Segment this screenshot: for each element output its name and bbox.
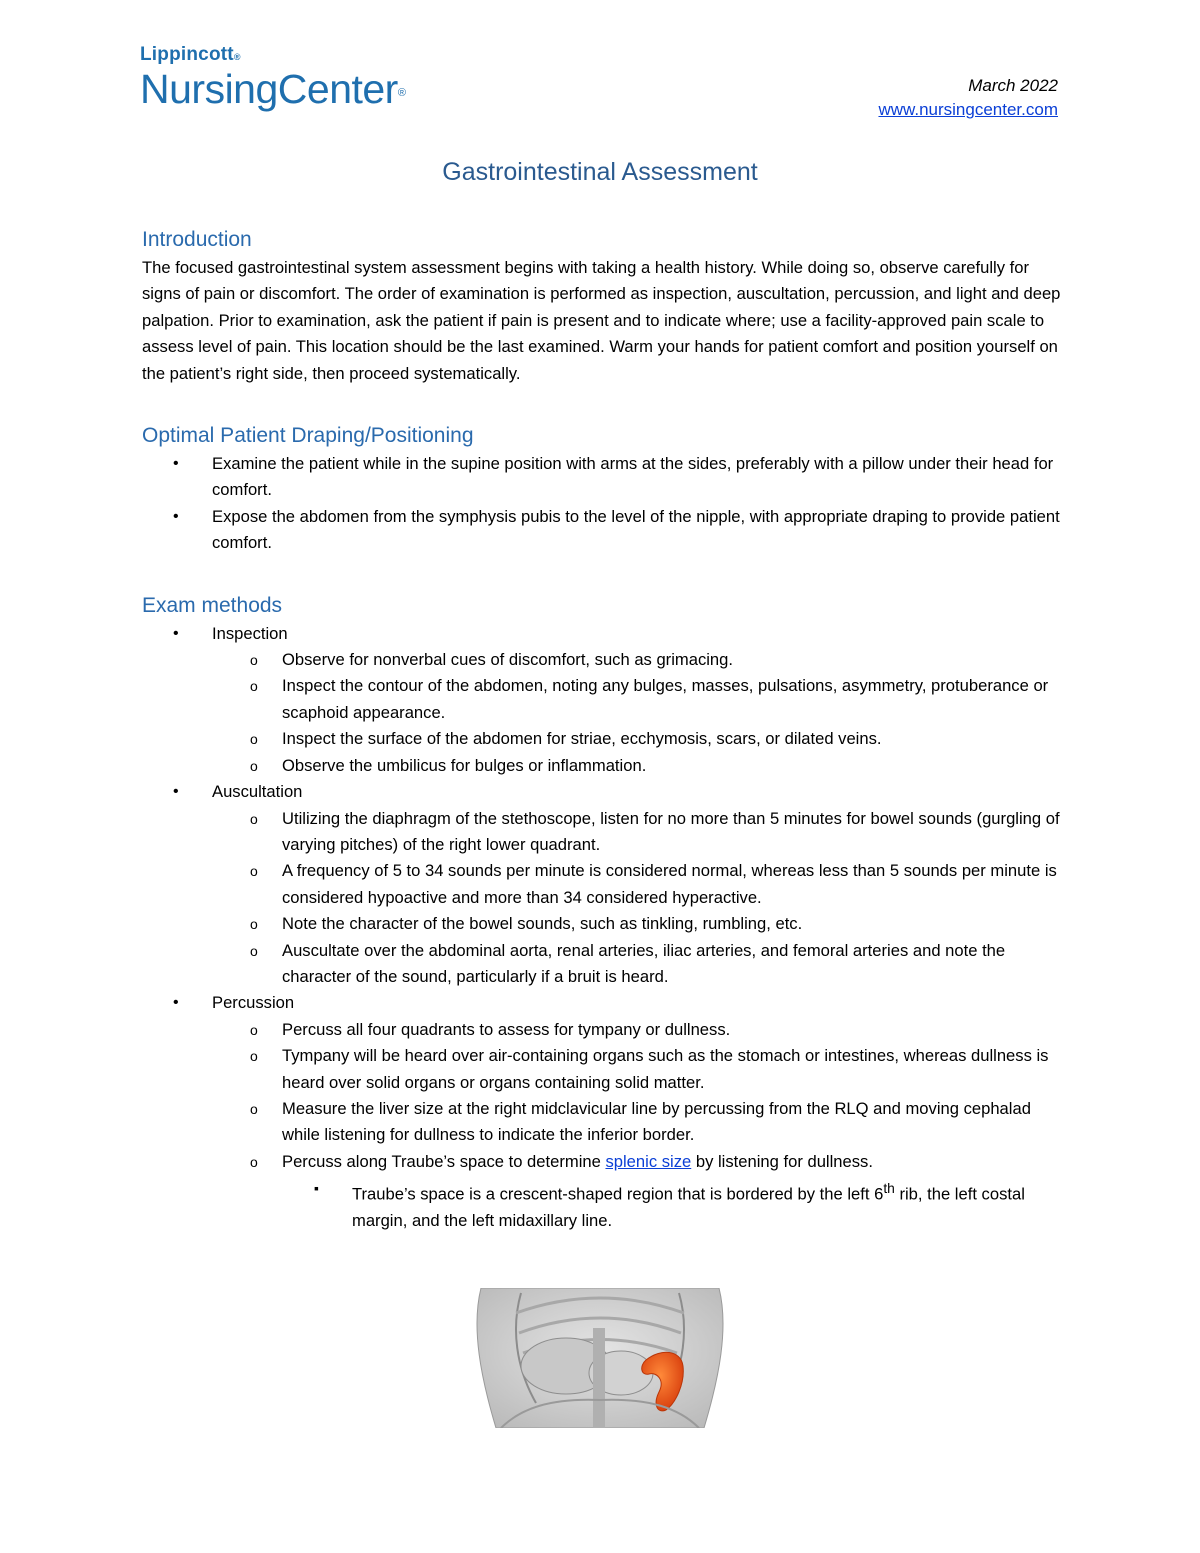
section-exam-methods bbox=[142, 591, 1062, 1235]
traube-text-before: Traube’s space is a crescent-shaped region that is bordered by the left 6 bbox=[352, 1184, 884, 1204]
logo-lippincott: Lippincott® bbox=[140, 44, 241, 65]
exam-methods-list bbox=[142, 621, 1062, 1235]
section-introduction bbox=[142, 225, 1062, 387]
method-auscultation bbox=[142, 779, 1062, 990]
traube-list bbox=[282, 1175, 1062, 1234]
list-item: • Expose the abdomen from the symphysis pubis to the level of the nipple, with appropriate draping to provide patient comfort. bbox=[142, 504, 1062, 557]
list-item: o Percuss all four quadrants to assess for tympany or dullness. bbox=[212, 1017, 1062, 1043]
inspection-list bbox=[212, 647, 1062, 779]
heading-exam-methods: Exam methods bbox=[142, 593, 283, 617]
list-item: o Observe the umbilicus for bulges or inflammation. bbox=[212, 753, 1062, 779]
superscript: th bbox=[883, 1180, 895, 1197]
website-link[interactable]: www.nursingcenter.com bbox=[878, 100, 1058, 119]
list-item: o Tympany will be heard over air-containing organs such as the stomach or intestines, whereas dullness is heard over solid organs or organs containing solid matter. bbox=[212, 1043, 1062, 1096]
method-label: Inspection bbox=[212, 623, 288, 643]
method-inspection bbox=[142, 621, 1062, 779]
spleen-anatomy-illustration bbox=[461, 1288, 739, 1428]
logo-nursingcenter: NursingCenter® bbox=[140, 66, 406, 112]
list-item: o Auscultate over the abdominal aorta, renal arteries, iliac arteries, and femoral arteries and note the character of the sound, particularly if a bruit is heard. bbox=[212, 938, 1062, 991]
list-item: • Examine the patient while in the supine position with arms at the sides, preferably with a pillow under their head for comfort. bbox=[142, 451, 1062, 504]
list-item: o Inspect the contour of the abdomen, noting any bulges, masses, pulsations, asymmetry, protuberance or scaphoid appearance. bbox=[212, 673, 1062, 726]
method-label: Percussion bbox=[212, 993, 295, 1013]
list-item: o A frequency of 5 to 34 sounds per minute is considered normal, whereas less than 5 sounds per minute is considered hypoactive and more than 34 considered hyperactive. bbox=[212, 858, 1062, 911]
page-title: Gastrointestinal Assessment bbox=[442, 158, 758, 186]
list-item: o Note the character of the bowel sounds, such as tinkling, rumbling, etc. bbox=[212, 911, 1062, 937]
splenic-text-before: Percuss along Traube’s space to determine bbox=[282, 1151, 606, 1171]
method-percussion bbox=[142, 990, 1062, 1234]
intro-paragraph: The focused gastrointestinal system assessment begins with taking a health history. While doing so, observe carefully for signs of pain or discomfort. The order of examination is performed as inspection, auscultation, percussion, and light and deep palpation. Prior to examination, ask the patient if pain is present and to indicate where; use a facility-approved pain scale to assess level of pain. This location should be the last examined. Warm your hands for patient comfort and position yourself on the patient’s right side, then proceed systematically. bbox=[142, 258, 1061, 383]
nursingcenter-logo[interactable] bbox=[140, 44, 405, 112]
list-item: o Inspect the surface of the abdomen for striae, ecchymosis, scars, or dilated veins. bbox=[212, 726, 1062, 752]
traube-text-after: rib, the left costal margin, and the left midaxillary line. bbox=[352, 1184, 1025, 1231]
heading-draping: Optimal Patient Draping/Positioning bbox=[142, 424, 474, 448]
percussion-list bbox=[212, 1017, 1062, 1235]
auscultation-list bbox=[212, 806, 1062, 991]
list-item: o Observe for nonverbal cues of discomfort, such as grimacing. bbox=[212, 647, 1062, 673]
list-item bbox=[212, 1149, 1062, 1235]
draping-list bbox=[142, 451, 1062, 557]
list-item: o Utilizing the diaphragm of the stethoscope, listen for no more than 5 minutes for bowel sounds (gurgling of varying pitches) of the right lower quadrant. bbox=[212, 806, 1062, 859]
list-item: o Measure the liver size at the right midclavicular line by percussing from the RLQ and moving cephalad while listening for dullness to indicate the inferior border. bbox=[212, 1096, 1062, 1149]
document-body bbox=[142, 225, 1062, 1235]
list-item bbox=[282, 1175, 1062, 1234]
document-date: March 2022 bbox=[968, 76, 1058, 95]
splenic-size-link[interactable]: splenic size bbox=[605, 1151, 692, 1171]
method-label: Auscultation bbox=[212, 782, 303, 802]
header-info bbox=[878, 74, 1058, 122]
heading-introduction: Introduction bbox=[142, 228, 252, 251]
splenic-text-after: by listening for dullness. bbox=[691, 1151, 873, 1171]
section-draping bbox=[142, 421, 1062, 557]
